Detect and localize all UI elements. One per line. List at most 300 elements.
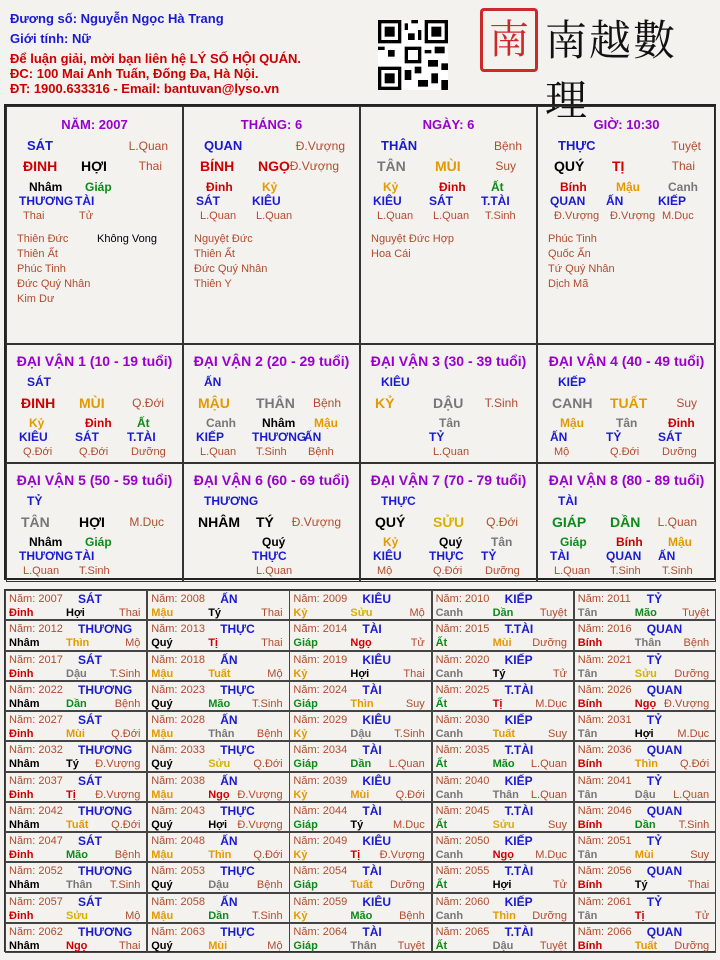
year-cell [289, 651, 431, 681]
year-label: Năm: 2029 [293, 714, 348, 726]
hidden-god: TỶ [606, 430, 622, 444]
year-branch: Tị [350, 849, 361, 861]
year-state: Q.Đới [253, 758, 283, 771]
hidden-god: TÀI [75, 549, 95, 563]
year-branch: Thìn [208, 849, 232, 861]
year-label: Năm: 2043 [151, 804, 205, 817]
year-stem: Quý [151, 939, 173, 952]
year-stem: Mậu [151, 909, 174, 922]
year-cell [5, 832, 147, 862]
yearly-grid [4, 589, 716, 952]
year-state: L.Quan [388, 758, 425, 771]
pillar-stem: QUÝ [554, 158, 585, 174]
luck-god: KIẾP [558, 375, 587, 389]
year-state: Mộ [267, 667, 283, 680]
pillar-stem: BÍNH [200, 158, 235, 174]
qr-code-icon[interactable] [378, 20, 448, 90]
hidden-god: THƯƠNG [19, 549, 74, 563]
life-stage: Dưỡng [131, 446, 166, 458]
year-stem: Kỷ [293, 607, 308, 619]
year-branch: Thìn [492, 909, 516, 922]
year-branch: Hợi [634, 728, 654, 740]
year-branch: Mùi [492, 637, 512, 650]
pillar-title: GIỜ: 10:30 [593, 117, 660, 132]
year-state: Tuyệt [397, 939, 425, 952]
hidden-stem: Mậu [668, 535, 692, 549]
year-stem: Mậu [151, 667, 174, 680]
year-state: Đ.Vượng [95, 788, 141, 801]
year-god: ẤN [220, 713, 238, 727]
year-state: Tuyệt [539, 607, 567, 619]
year-branch: Tuất [208, 667, 231, 680]
year-cell [289, 832, 431, 862]
hidden-god: ẤN [304, 430, 322, 444]
luck-god: THƯƠNG [204, 494, 259, 508]
luck-god: TỶ [27, 494, 43, 508]
year-state: Dưỡng [532, 909, 567, 922]
year-stem: Nhâm [9, 758, 40, 771]
year-branch: Ngọ [492, 849, 514, 861]
year-stem: Ất [435, 818, 448, 831]
year-stem: Đinh [9, 607, 34, 619]
year-god: QUAN [646, 864, 683, 879]
pillar-branch-state: Thai [138, 159, 162, 173]
hidden-god: SÁT [196, 194, 220, 208]
year-cell [5, 923, 147, 953]
year-cell [574, 923, 716, 953]
year-label: Năm: 2021 [577, 653, 632, 666]
year-state: Q.Đới [679, 758, 710, 771]
year-stem: Kỷ [293, 909, 308, 922]
luck-stem: CANH [552, 395, 593, 411]
year-god: THƯƠNG [78, 743, 133, 758]
luck-stem: TÂN [21, 514, 50, 530]
hidden-stem: Kỷ [29, 416, 45, 430]
year-cell [147, 772, 289, 802]
year-branch: Mùi [634, 849, 654, 861]
hidden-stem: Ất [137, 416, 150, 430]
star: Thiên Ất [17, 248, 58, 260]
life-stage: Mộ [554, 446, 570, 458]
year-state: Đ.Vượng [95, 758, 141, 771]
year-state: Thai [687, 879, 710, 892]
year-stem: Mậu [151, 728, 174, 740]
year-label: Năm: 2045 [435, 804, 490, 817]
star: Nguyệt Đức [194, 233, 253, 245]
year-cell [289, 862, 431, 892]
year-cell [432, 741, 574, 771]
hidden-stem: Nhâm [29, 180, 63, 194]
owner-name: Đương số: Nguyễn Ngọc Hà Trang [10, 11, 224, 26]
year-stem: Giáp [293, 879, 318, 892]
year-state: T.Sinh [109, 879, 141, 892]
star: Phúc Tinh [548, 233, 597, 245]
year-branch: Hợi [350, 667, 370, 680]
pillar-cell [183, 106, 360, 344]
year-god: SÁT [78, 652, 102, 667]
year-god: KIẾP [504, 652, 533, 667]
year-label: Năm: 2025 [435, 683, 490, 696]
hidden-god: SÁT [429, 194, 453, 208]
year-god: KIÊU [362, 894, 392, 909]
year-branch: Dần [492, 607, 514, 619]
year-state: Thai [118, 607, 141, 619]
year-state: Mộ [409, 607, 425, 619]
luck-title: ĐẠI VẬN 6 (60 - 69 tuổi) [193, 472, 350, 488]
hidden-stem: Đinh [85, 416, 112, 430]
year-branch: Tị [66, 788, 76, 801]
life-stage: Bệnh [308, 446, 334, 458]
year-stem: Mậu [151, 788, 174, 801]
year-cell [432, 620, 574, 650]
year-cell [574, 741, 716, 771]
year-stem: Kỷ [293, 667, 308, 680]
year-cell [5, 711, 147, 741]
year-branch: Tý [208, 607, 222, 619]
year-label: Năm: 2015 [435, 623, 490, 636]
year-god: ẤN [220, 652, 238, 667]
year-branch: Mão [492, 758, 515, 771]
year-stem: Kỷ [293, 849, 308, 861]
year-label: Năm: 2013 [151, 623, 205, 636]
year-stem: Kỷ [293, 728, 308, 740]
year-state: M.Dục [677, 728, 710, 740]
year-stem: Nhâm [9, 697, 40, 710]
hidden-god: KIẾP [658, 194, 687, 208]
year-state: Đ.Vượng [237, 818, 283, 831]
year-label: Năm: 2059 [293, 895, 348, 908]
year-stem: Mậu [151, 607, 174, 619]
year-stem: Nhâm [9, 939, 40, 952]
hidden-stem: Nhâm [29, 535, 63, 549]
hidden-god: SÁT [75, 430, 99, 444]
year-stem: Tân [577, 849, 598, 861]
hidden-god: ẤN [658, 549, 676, 563]
year-god: QUAN [646, 743, 683, 758]
year-stem: Quý [151, 879, 173, 892]
year-cell [574, 711, 716, 741]
year-branch: Dậu [208, 879, 229, 892]
year-stem: Bính [577, 939, 603, 952]
year-stem: Bính [577, 637, 603, 650]
year-label: Năm: 2049 [293, 835, 348, 847]
year-god: T.TÀI [504, 682, 534, 697]
year-god: TÀI [362, 682, 382, 697]
luck-title: ĐẠI VẬN 8 (80 - 89 tuổi) [548, 472, 705, 488]
year-label: Năm: 2037 [9, 774, 63, 787]
year-cell [5, 772, 147, 802]
life-stage: L.Quan [377, 210, 414, 222]
year-branch: Thân [66, 879, 93, 892]
luck-state: Suy [676, 396, 697, 410]
year-cell [5, 590, 147, 620]
year-god: SÁT [78, 592, 102, 606]
luck-cell [360, 463, 537, 582]
year-cell [574, 802, 716, 832]
year-stem: Quý [151, 758, 173, 771]
year-cell [5, 651, 147, 681]
year-cell [289, 741, 431, 771]
year-state: Suy [548, 818, 567, 831]
hidden-stem: Mậu [560, 416, 584, 430]
hidden-god: KIÊU [252, 194, 281, 208]
year-state: Bệnh [683, 637, 710, 650]
year-cell [432, 681, 574, 711]
year-label: Năm: 2012 [9, 623, 63, 636]
year-stem: Quý [151, 697, 173, 710]
year-label: Năm: 2046 [577, 804, 632, 817]
hidden-stem: Ất [491, 180, 504, 194]
year-state: M.Dục [535, 849, 567, 861]
year-state: T.Sinh [394, 728, 425, 740]
year-label: Năm: 2041 [577, 774, 632, 787]
year-label: Năm: 2050 [435, 835, 490, 847]
year-cell [289, 923, 431, 953]
year-state: Dưỡng [390, 879, 425, 892]
year-label: Năm: 2010 [435, 593, 490, 605]
year-cell [574, 772, 716, 802]
luck-stem: NHÂM [198, 514, 240, 530]
luck-title: ĐẠI VẬN 7 (70 - 79 tuổi) [370, 472, 527, 488]
hidden-god: QUAN [550, 194, 586, 208]
pillar-state: Bệnh [493, 139, 522, 153]
year-god: TÀI [362, 803, 382, 818]
life-stage: L.Quan [200, 446, 237, 458]
year-cell [147, 590, 289, 620]
year-god: KIẾP [504, 773, 533, 788]
year-branch: Ngọ [634, 697, 657, 710]
year-branch: Ngọ [66, 939, 88, 952]
pillar-branch: MÙI [435, 158, 461, 174]
year-god: ẤN [220, 592, 238, 606]
pillar-title: THÁNG: 6 [240, 117, 303, 132]
year-god: KIÊU [362, 652, 392, 667]
year-god: T.TÀI [504, 924, 534, 939]
year-label: Năm: 2038 [151, 774, 205, 787]
address: ĐC: 100 Mai Anh Tuấn, Đống Đa, Hà Nội. [10, 66, 259, 81]
pillar-branch: NGỌ [258, 158, 290, 174]
year-stem: Canh [435, 909, 464, 922]
hidden-stem: Canh [668, 180, 698, 194]
year-label: Năm: 2028 [151, 714, 205, 726]
year-cell [289, 620, 431, 650]
year-stem: Ất [435, 758, 448, 771]
year-state: Mộ [267, 939, 283, 952]
luck-title: ĐẠI VẬN 3 (30 - 39 tuổi) [370, 353, 527, 369]
year-god: QUAN [646, 803, 683, 818]
hidden-stem: Kỷ [383, 180, 399, 194]
year-branch: Sửu [634, 667, 657, 680]
phone-email: ĐT: 1900.633316 - Email: bantuvan@lyso.vn [10, 81, 280, 96]
year-stem: Kỷ [293, 788, 308, 801]
year-stem: Canh [435, 667, 464, 680]
year-branch: Mùi [66, 728, 85, 740]
year-label: Năm: 2014 [293, 623, 348, 636]
luck-title: ĐẠI VẬN 5 (50 - 59 tuổi) [16, 472, 173, 488]
year-state: L.Quan [530, 788, 567, 801]
year-branch: Mùi [350, 788, 370, 801]
hidden-god: ẤN [606, 194, 624, 208]
year-god: KIẾP [504, 894, 533, 909]
year-god: THỰC [220, 622, 255, 637]
year-label: Năm: 2061 [577, 895, 632, 908]
luck-state: Q.Đới [486, 515, 518, 529]
life-stage: Q.Đới [79, 446, 109, 458]
year-state: Bệnh [256, 728, 283, 740]
year-cell [432, 832, 574, 862]
pillar-state: Đ.Vượng [295, 139, 345, 153]
year-cell [432, 862, 574, 892]
luck-title: ĐẠI VẬN 1 (10 - 19 tuổi) [16, 353, 173, 369]
year-stem: Canh [435, 788, 464, 801]
year-god: SÁT [78, 773, 102, 788]
pillar-cell [537, 106, 716, 344]
year-cell [289, 893, 431, 923]
pillar-god: THÂN [381, 138, 418, 153]
year-stem: Ất [435, 697, 448, 710]
year-god: KIÊU [362, 773, 392, 788]
hidden-stem: Đinh [206, 180, 233, 194]
year-state: Thai [403, 667, 425, 680]
year-label: Năm: 2039 [293, 774, 348, 787]
hidden-stem: Bính [616, 535, 643, 549]
year-label: Năm: 2056 [577, 865, 632, 878]
year-branch: Mùi [208, 939, 228, 952]
year-state: M.Dục [393, 818, 425, 831]
year-branch: Dần [350, 758, 372, 771]
life-stage: M.Dục [662, 210, 694, 222]
year-stem: Mậu [151, 849, 174, 861]
year-cell [289, 802, 431, 832]
year-state: T.Sinh [252, 909, 283, 922]
year-cell [147, 802, 289, 832]
luck-branch: THÂN [256, 395, 295, 411]
year-state: Dưỡng [532, 637, 567, 650]
year-cell [289, 711, 431, 741]
star: Phúc Tinh [17, 263, 66, 275]
luck-god: KIÊU [381, 375, 410, 389]
year-label: Năm: 2017 [9, 653, 63, 666]
hidden-god: KIÊU [19, 430, 48, 444]
year-god: THƯƠNG [78, 864, 133, 879]
year-label: Năm: 2026 [577, 683, 632, 696]
year-god: QUAN [646, 924, 683, 939]
year-label: Năm: 2027 [9, 714, 63, 726]
star: Kim Dư [17, 293, 55, 305]
year-label: Năm: 2042 [9, 804, 63, 817]
year-branch: Ngọ [208, 788, 230, 801]
year-stem: Canh [435, 728, 464, 740]
year-branch: Thìn [66, 637, 90, 650]
pillar-god: QUAN [204, 138, 243, 153]
year-label: Năm: 2011 [577, 593, 631, 605]
year-branch: Sửu [66, 909, 89, 922]
year-label: Năm: 2031 [577, 714, 632, 726]
year-stem: Giáp [293, 697, 318, 710]
year-cell [147, 832, 289, 862]
year-cell [574, 590, 716, 620]
year-branch: Dần [66, 697, 87, 710]
year-state: Thai [118, 939, 141, 952]
hidden-stem: Kỷ [262, 180, 278, 194]
year-state: Đ.Vượng [379, 849, 425, 861]
year-branch: Dần [208, 909, 229, 922]
year-branch: Tị [208, 637, 218, 650]
year-branch: Ngọ [350, 637, 372, 650]
hidden-stem: Tân [439, 416, 461, 430]
luck-cell [183, 463, 360, 582]
star: Tứ Quý Nhân [548, 263, 615, 275]
year-cell [432, 802, 574, 832]
year-state: Suy [690, 849, 710, 861]
luck-god: TÀI [558, 494, 578, 508]
star: Hoa Cái [371, 248, 411, 260]
year-state: Q.Đới [111, 818, 141, 831]
year-stem: Tân [577, 667, 598, 680]
year-cell [147, 711, 289, 741]
luck-branch: DẬU [433, 395, 464, 411]
pillar-state: Tuyệt [671, 139, 701, 153]
luck-state: Bệnh [312, 396, 341, 410]
hidden-god: THƯƠNG [19, 194, 74, 208]
year-god: TỶ [646, 713, 663, 727]
year-god: TỶ [646, 834, 663, 848]
year-branch: Thân [208, 728, 235, 740]
year-state: Thai [261, 637, 283, 650]
year-state: Suy [405, 697, 425, 710]
year-label: Năm: 2052 [9, 865, 63, 878]
year-state: Tử [552, 879, 567, 892]
year-label: Năm: 2051 [577, 835, 632, 847]
year-branch: Dậu [634, 788, 656, 801]
life-stage: T.Sinh [256, 446, 287, 458]
year-cell [574, 620, 716, 650]
year-god: THƯƠNG [78, 622, 133, 637]
luck-branch: SỬU [433, 514, 465, 530]
year-branch: Mão [350, 909, 373, 922]
luck-cell [537, 344, 716, 463]
year-stem: Bính [577, 758, 603, 771]
luck-stem: QUÝ [375, 514, 406, 530]
year-cell [432, 651, 574, 681]
year-stem: Ất [435, 637, 448, 650]
year-state: Bệnh [399, 909, 425, 922]
hidden-god: QUAN [606, 549, 642, 563]
year-label: Năm: 2035 [435, 744, 490, 757]
year-god: QUAN [646, 682, 683, 697]
luck-branch: TÝ [256, 514, 274, 530]
year-label: Năm: 2055 [435, 865, 490, 878]
hidden-stem: Quý [439, 535, 463, 549]
year-god: THỰC [220, 803, 255, 818]
hidden-god: KIÊU [373, 194, 402, 208]
year-cell [574, 862, 716, 892]
year-cell [432, 893, 574, 923]
luck-state: Đ.Vượng [291, 515, 341, 529]
year-god: KIẾP [504, 834, 533, 848]
year-branch: Tý [66, 758, 79, 771]
year-label: Năm: 2019 [293, 653, 348, 666]
year-cell [574, 893, 716, 923]
year-god: THỰC [220, 743, 255, 758]
hidden-stem: Tân [616, 416, 638, 430]
luck-state: M.Dục [129, 515, 164, 529]
hidden-god: TÀI [550, 549, 570, 563]
year-stem: Quý [151, 818, 173, 831]
hidden-god: T.TÀI [481, 194, 510, 208]
year-state: T.Sinh [678, 818, 710, 831]
year-label: Năm: 2036 [577, 744, 632, 757]
